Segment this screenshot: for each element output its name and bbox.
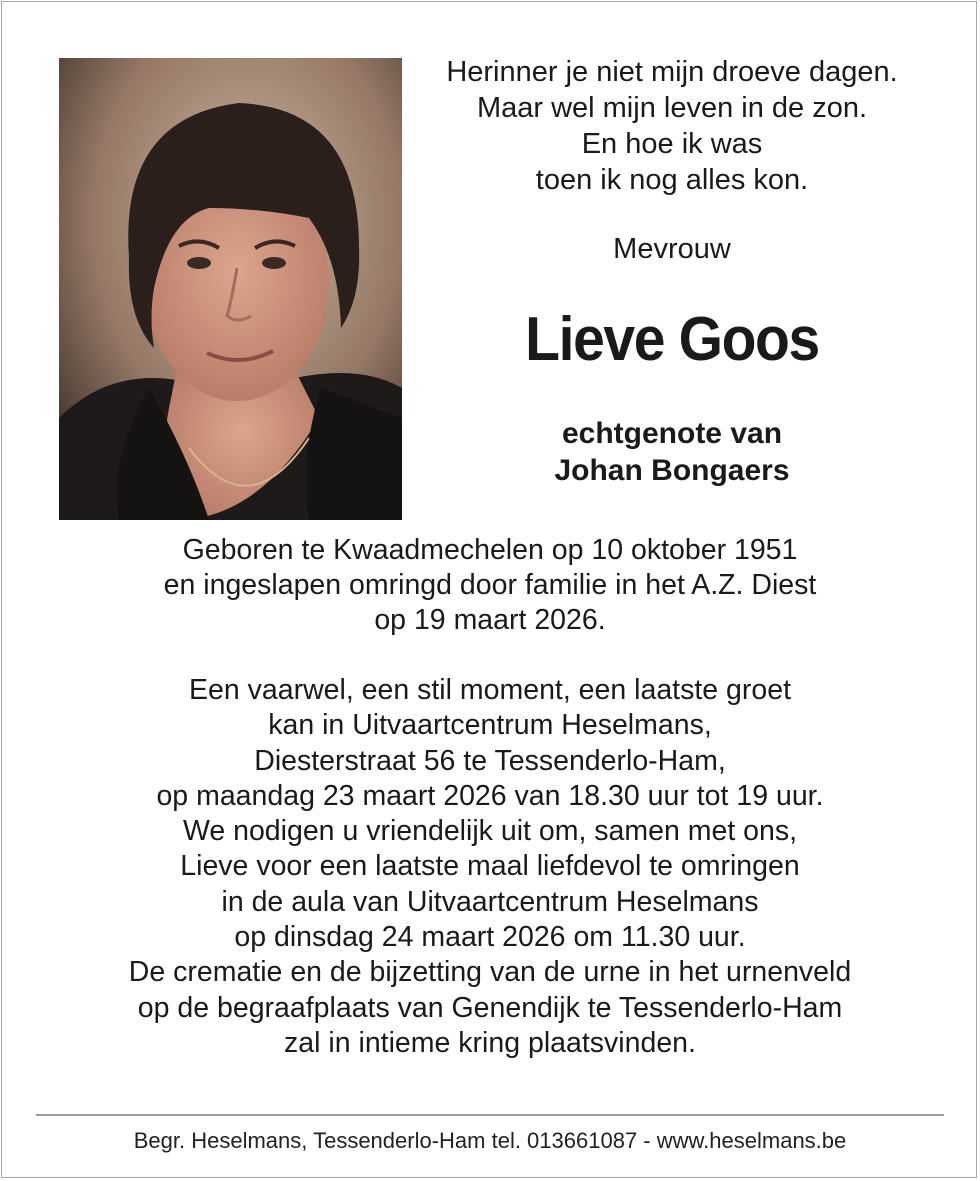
service-line: op maandag 23 maart 2026 van 18.30 uur tot 19 uur. [156, 779, 824, 812]
portrait-illustration [59, 58, 402, 520]
honorific: Mevrouw [613, 233, 731, 265]
service-line: De crematie en de bijzetting van de urne in het urnenveld [128, 956, 852, 989]
service-line: We nodigen u vriendelijk uit om, samen met ons, [182, 815, 798, 848]
birth-death-line: en ingeslapen omringd door familie in het A.Z. Diest [163, 569, 817, 601]
spouse-name: Johan Bongaers [554, 454, 790, 487]
poem-line: En hoe ik was [581, 128, 763, 160]
poem-line: toen ik nog alles kon. [535, 164, 809, 196]
portrait-photo [59, 58, 402, 520]
service-line: op de begraafplaats van Genendijk te Tessenderlo-Ham [137, 991, 843, 1024]
birth-death-text [0, 533, 980, 638]
birth-death-line: op 19 maart 2026. [374, 604, 606, 636]
service-line: Een vaarwel, een stil moment, een laatste groet [189, 674, 791, 706]
spouse-relation: echtgenote van [561, 417, 783, 450]
poem-line: Maar wel mijn leven in de zon. [476, 92, 868, 124]
service-line: zal in intieme kring plaatsvinden. [284, 1026, 696, 1059]
service-line: Lieve voor een laatste maal liefdevol te omringen [180, 850, 800, 883]
footer-divider [36, 1114, 944, 1116]
funeral-home-footer: Begr. Heselmans, Tessenderlo-Ham tel. 013661087 - www.heselmans.be [133, 1128, 847, 1153]
service-text [0, 673, 980, 1061]
service-line: in de aula van Uitvaartcentrum Heselmans [221, 885, 759, 918]
birth-death-line: Geboren te Kwaadmechelen op 10 oktober 1951 [182, 534, 798, 566]
service-line: kan in Uitvaartcentrum Heselmans, [268, 709, 712, 742]
poem-line: Herinner je niet mijn droeve dagen. [446, 56, 898, 88]
service-line: op dinsdag 24 maart 2026 om 11.30 uur. [234, 921, 746, 954]
poem [402, 54, 942, 198]
deceased-name: Lieve Goos [525, 305, 819, 374]
service-line: Diesterstraat 56 te Tessenderlo-Ham, [254, 744, 726, 777]
spouse-block [402, 415, 942, 489]
